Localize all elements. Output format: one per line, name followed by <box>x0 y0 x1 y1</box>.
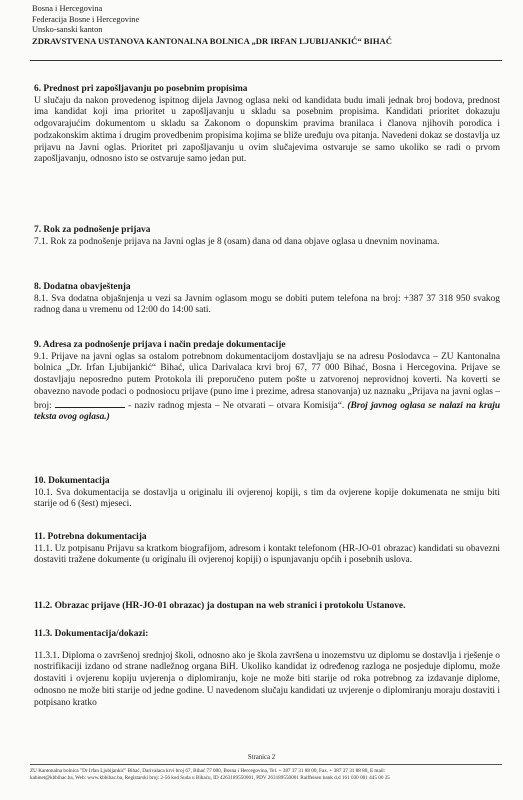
footer-divider <box>30 764 502 765</box>
section-6 <box>34 84 500 166</box>
section-7 <box>34 225 500 248</box>
note-italic: (Broj javnog oglasa se nalazi na kraju teksta ovog oglasa.) <box>34 400 501 423</box>
section-text: 8.1. Sva dodatna objašnjenja u vezi sa Javnim oglasom mogu se dobiti putem telefona na broj: +387 37 318 950 svakog radnog dana u vremenu od 12:00 do 14:00 sati. <box>34 293 500 316</box>
section-heading: 11. Potrebna dokumentacija <box>34 532 147 542</box>
section-text <box>34 352 500 424</box>
section-heading: 11.2. Obrazac prijave (HR-JO-01 obrazac) ja dostupan na web stranici i protokolu Ustanove. <box>34 601 406 611</box>
address-text-end: - naziv radnog mjesta – Ne otvarati – otvara Komisija“. <box>128 400 345 411</box>
footer-address: ZU Kantonalna bolnica "Dr Irfan Ljubijankić" Bihać, Darivalaca krvi broj 67, Bihać 77 000, Bosna i Hercegovina, Tel. + 387 37 31 88 00, Fax. + 387 37 31 88 80, E mail: <box>30 768 386 774</box>
section-11-2 <box>34 601 500 613</box>
section-11-3 <box>34 629 500 709</box>
section-text: 11.1. Uz potpisanu Prijavu sa kratkom biografijom, adresom i kontakt telefonom (HR-JO-01 obrazac) kandidati su obavezni dostaviti tražene dokumente (u originalu ili ovjerenoj kopiji) o ispunjavanju općih i posebnih uslova. <box>34 543 500 566</box>
address-text: 9.1. Prijave na javni oglas sa ostalom potrebnom dokumentacijom dostavljaju se na adresu Poslodavca – ZU Kantonalna bolnica „Dr. Irfan Ljubijankić“ Bihać, ulica Darivalaca krvi broj 67, 77 000 Bihać, Bosna i Hercegovina. Prijave se dostavljaju neposredno putem Protokola ili preporučeno putem pošte u zatvorenoj neprovidnoj koverti. Na koverti se obavezno navode podaci o podnosiocu prijave (puno ime i prezime, adresa stanovanja) uz naznaku „Prijava na javni oglas – broj: <box>34 351 500 411</box>
blank-line <box>55 399 125 408</box>
document-header <box>32 4 502 46</box>
section-heading: 6. Prednost pri zapošljavanju po posebnim propisima <box>34 84 248 94</box>
section-heading: 7. Rok za podnošenje prijava <box>34 225 151 235</box>
section-heading: 8. Dodatna obavještenja <box>34 282 131 292</box>
header-country: Bosna i Hercegovina <box>32 4 103 13</box>
header-canton: Unsko-sanski kanton <box>32 25 103 35</box>
footer-registration: kabinet@kbbihac.ba, Web: www.kbbihac.ba, Registarski broj: 2-56 kod Suda u Bihaću, ID 4263189550001, PDV 263189550001 Raiffeisen bank d.d 161 030 001 445 00 35 <box>30 775 390 781</box>
section-heading: 9. Adresa za podnošenje prijava i način predaje dokumentacije <box>34 340 286 350</box>
section-8 <box>34 282 500 317</box>
section-heading: 10. Dokumentacija <box>34 476 110 486</box>
section-text: 7.1. Rok za podnošenje prijava na Javni oglas je 8 (osam) dana od dana objave oglasa u dnevnim novinama. <box>34 236 440 247</box>
header-divider <box>30 60 502 61</box>
section-9 <box>34 340 500 424</box>
section-11 <box>34 532 500 567</box>
section-text: U slučaju da nakon provedenog ispitnog dijela Javnog oglasa neki od kandidata budu imali jednak broj bodova, prednost ima kandidat koji ima prioritet u zapošljavanju u skladu sa posebnim propisima. Kandidati prioritet dokazuju odgovarajućim dokumentom u skladu sa Zakonom o dopunskim pravima branilaca i članova njihovih porodica i podzakonskim aktima i drugim provedbenim propisima kojima se bliže uređuju ova pitanja. Navedeni dokaz se dostavlja uz prijavu na Javni oglas. Prioritet pri zapošljavanju u ovim slučajevima ostvaruje se samo ukoliko se radi o prvom zapošljavanju, odnosno isto se ostvaruje samo jedan put. <box>34 95 500 165</box>
header-federation: Federacija Bosne i Hercegovine <box>32 14 140 24</box>
section-text: 10.1. Sva dokumentacija se dostavlja u originalu ili ovjerenoj kopiji, s tim da ovjerene kopije dokumenata ne smiju biti starije od 6 (šest) mjeseci. <box>34 487 500 510</box>
document-footer <box>30 768 506 782</box>
page-number: Stranica 2 <box>247 754 276 761</box>
section-10 <box>34 476 500 511</box>
section-text: 11.3.1. Diploma o završenoj srednjoj školi, odnosno ako je škola završena u inozemstvu uz diplomu se dostavlja i rješenje o nostrifikaciji izdano od strane nadležnog organa BiH. Ukoliko kandidat iz određenog razloga ne posjeduje diplomu, može dostaviti i ovjerenu kopiju uvjerenja o diplomiranju, koje ne može biti starije od roka potrebnog za izdavanje diplome, odnosno ne može biti starije od jedne godine. U navedenom slučaju kandidati uz uvjerenje o diplomiranju moraju dostaviti i potpisano kratko <box>34 650 500 708</box>
section-heading: 11.3. Dokumentacija/dokazi: <box>34 629 149 639</box>
header-institution: ZDRAVSTVENA USTANOVA KANTONALNA BOLNICA „DR IRFAN LJUBIJANKIĆ“ BIHAĆ <box>32 35 392 46</box>
